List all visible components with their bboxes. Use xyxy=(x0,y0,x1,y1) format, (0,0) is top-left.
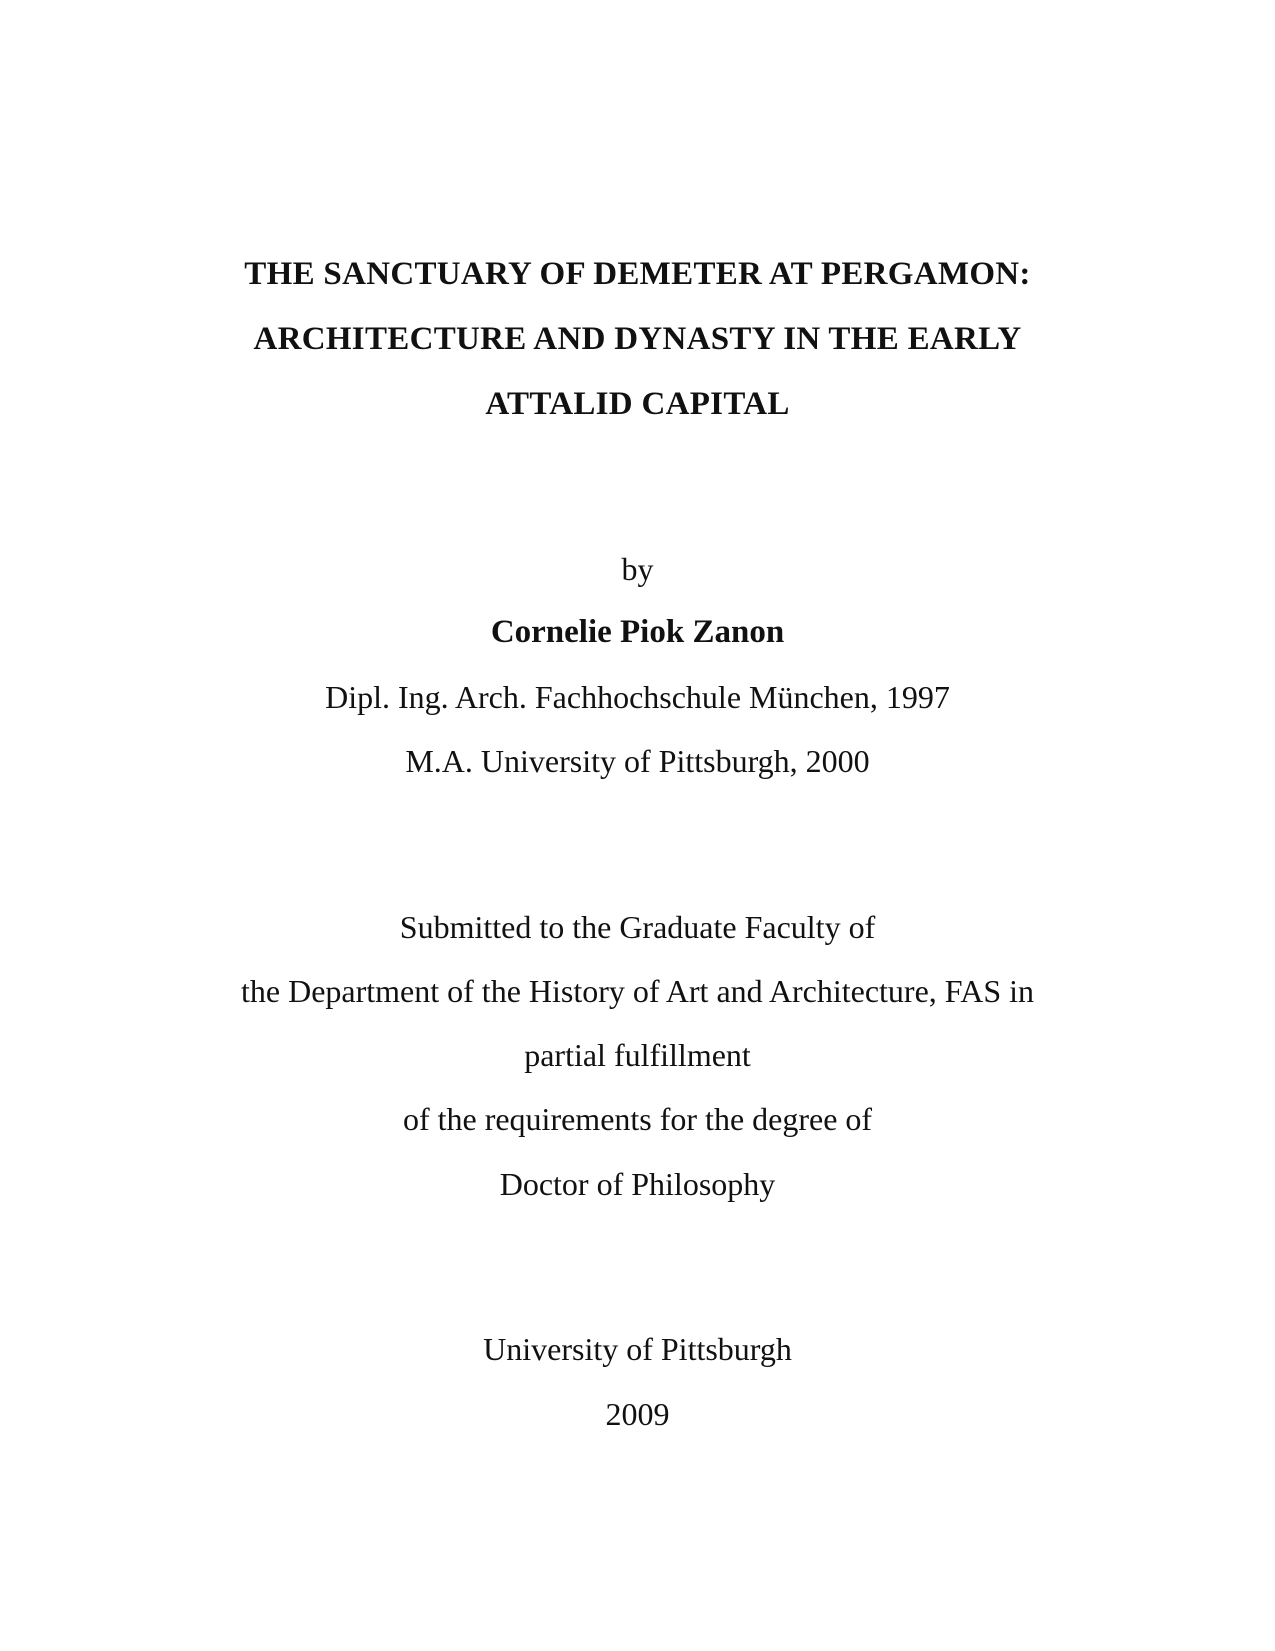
degree-name: Doctor of Philosophy xyxy=(499,1166,776,1202)
author-name: Cornelie Piok Zanon xyxy=(490,614,785,650)
institution: University of Pittsburgh xyxy=(483,1331,792,1367)
prior-degree-1: Dipl. Ing. Arch. Fachhochschule München, 1997 xyxy=(325,679,950,715)
title-line-2: ARCHITECTURE AND DYNASTY IN THE EARLY xyxy=(253,321,1022,357)
prior-degree-2: M.A. University of Pittsburgh, 2000 xyxy=(405,743,870,779)
submission-line-4: of the requirements for the degree of xyxy=(402,1101,873,1137)
submission-line-3: partial fulfillment xyxy=(524,1037,751,1073)
by-label: by xyxy=(621,551,654,587)
submission-line-2: the Department of the History of Art and Architecture, FAS in xyxy=(241,973,1034,1009)
title-line-3: ATTALID CAPITAL xyxy=(485,386,790,422)
submission-line-1: Submitted to the Graduate Faculty of xyxy=(399,909,876,945)
year: 2009 xyxy=(605,1396,670,1432)
title-line-1: THE SANCTUARY OF DEMETER AT PERGAMON: xyxy=(244,256,1031,292)
